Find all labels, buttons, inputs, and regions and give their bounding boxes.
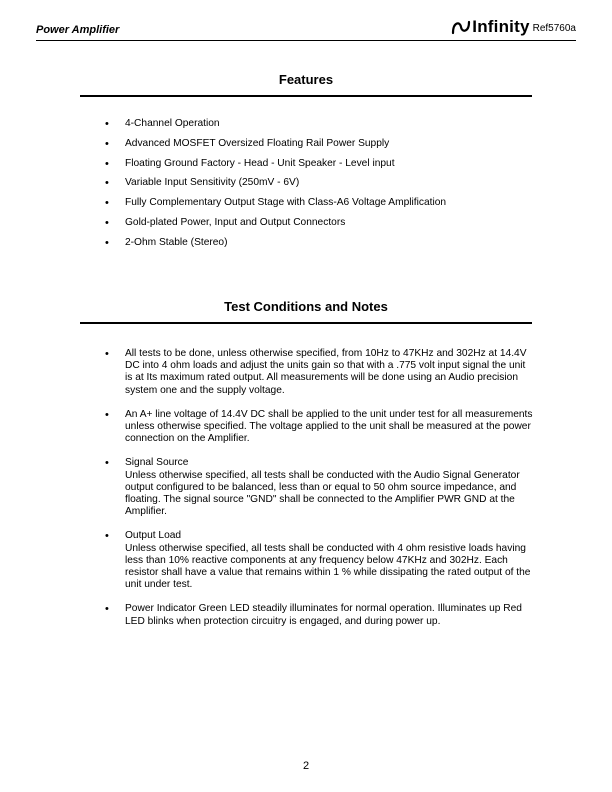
feature-item: • 4-Channel Operation [105, 118, 535, 130]
note-heading: • Signal Source [125, 457, 189, 469]
model-number: Ref5760a [532, 23, 576, 34]
note-item-signal-source [105, 457, 535, 518]
test-conditions-list [105, 348, 535, 640]
note-item-output-load [105, 530, 535, 591]
features-title: Features [278, 72, 334, 87]
page-header [36, 18, 576, 41]
note-item [105, 348, 535, 397]
test-conditions-title: Test Conditions and Notes [224, 299, 388, 314]
page-number: 2 [302, 760, 310, 772]
feature-item: • Variable Input Sensitivity (250mV - 6V) [105, 177, 535, 189]
feature-item: • Fully Complementary Output Stage with Class-A6 Voltage Amplification [105, 197, 535, 209]
brand-name: Infinity [472, 17, 530, 36]
feature-item: • Advanced MOSFET Oversized Floating Rail Power Supply [105, 138, 535, 150]
note-item [105, 603, 535, 627]
header-document-type: Power Amplifier [36, 24, 120, 36]
feature-item: • 2-Ohm Stable (Stereo) [105, 237, 535, 249]
note-body: Unless otherwise specified, all tests shall be conducted with the Audio Signal Generator output configured to be balanced, less than or equal to 50 ohm source impedance, and floating. The signal source "GND" shall be connected to the Amplifier PWR GND at the Amplifier. [125, 469, 520, 518]
test-conditions-divider [80, 322, 532, 324]
note-body: • Power Indicator Green LED steadily illuminates for normal operation. Illuminates up Red LED blinks when protection circuitry is engaged, and during power up. [125, 603, 522, 627]
feature-item: • Floating Ground Factory - Head - Unit Speaker - Level input [105, 158, 535, 170]
header-brand [451, 18, 576, 36]
features-divider [80, 95, 532, 97]
features-list [105, 118, 535, 257]
note-heading: • Output Load [125, 530, 182, 542]
note-body: • All tests to be done, unless otherwise specified, from 10Hz to 47KHz and 302Hz at 14.4V DC into 4 ohm loads and adjust the units gain so that with a .775 volt input signal the unit is at Its maximum rated output. All measurements will be done using an Audio precision system one and the supply voltage. [125, 348, 527, 396]
feature-item: • Gold-plated Power, Input and Output Connectors [105, 217, 535, 229]
note-body: Unless otherwise specified, all tests shall be conducted with 4 ohm resistive loads having less than 10% reactive components at any frequency below 47KHz and 302Hz. Each resistor shall have a value that remains within 1 % while dissipating the rated output of the unit under test. [125, 542, 531, 591]
note-body: • An A+ line voltage of 14.4V DC shall be applied to the unit under test for all measurements unless otherwise specified. The voltage applied to the unit shall be measured at the power connection on the Amplifier. [125, 408, 533, 445]
note-item [105, 409, 535, 446]
infinity-logo-icon [451, 18, 471, 36]
